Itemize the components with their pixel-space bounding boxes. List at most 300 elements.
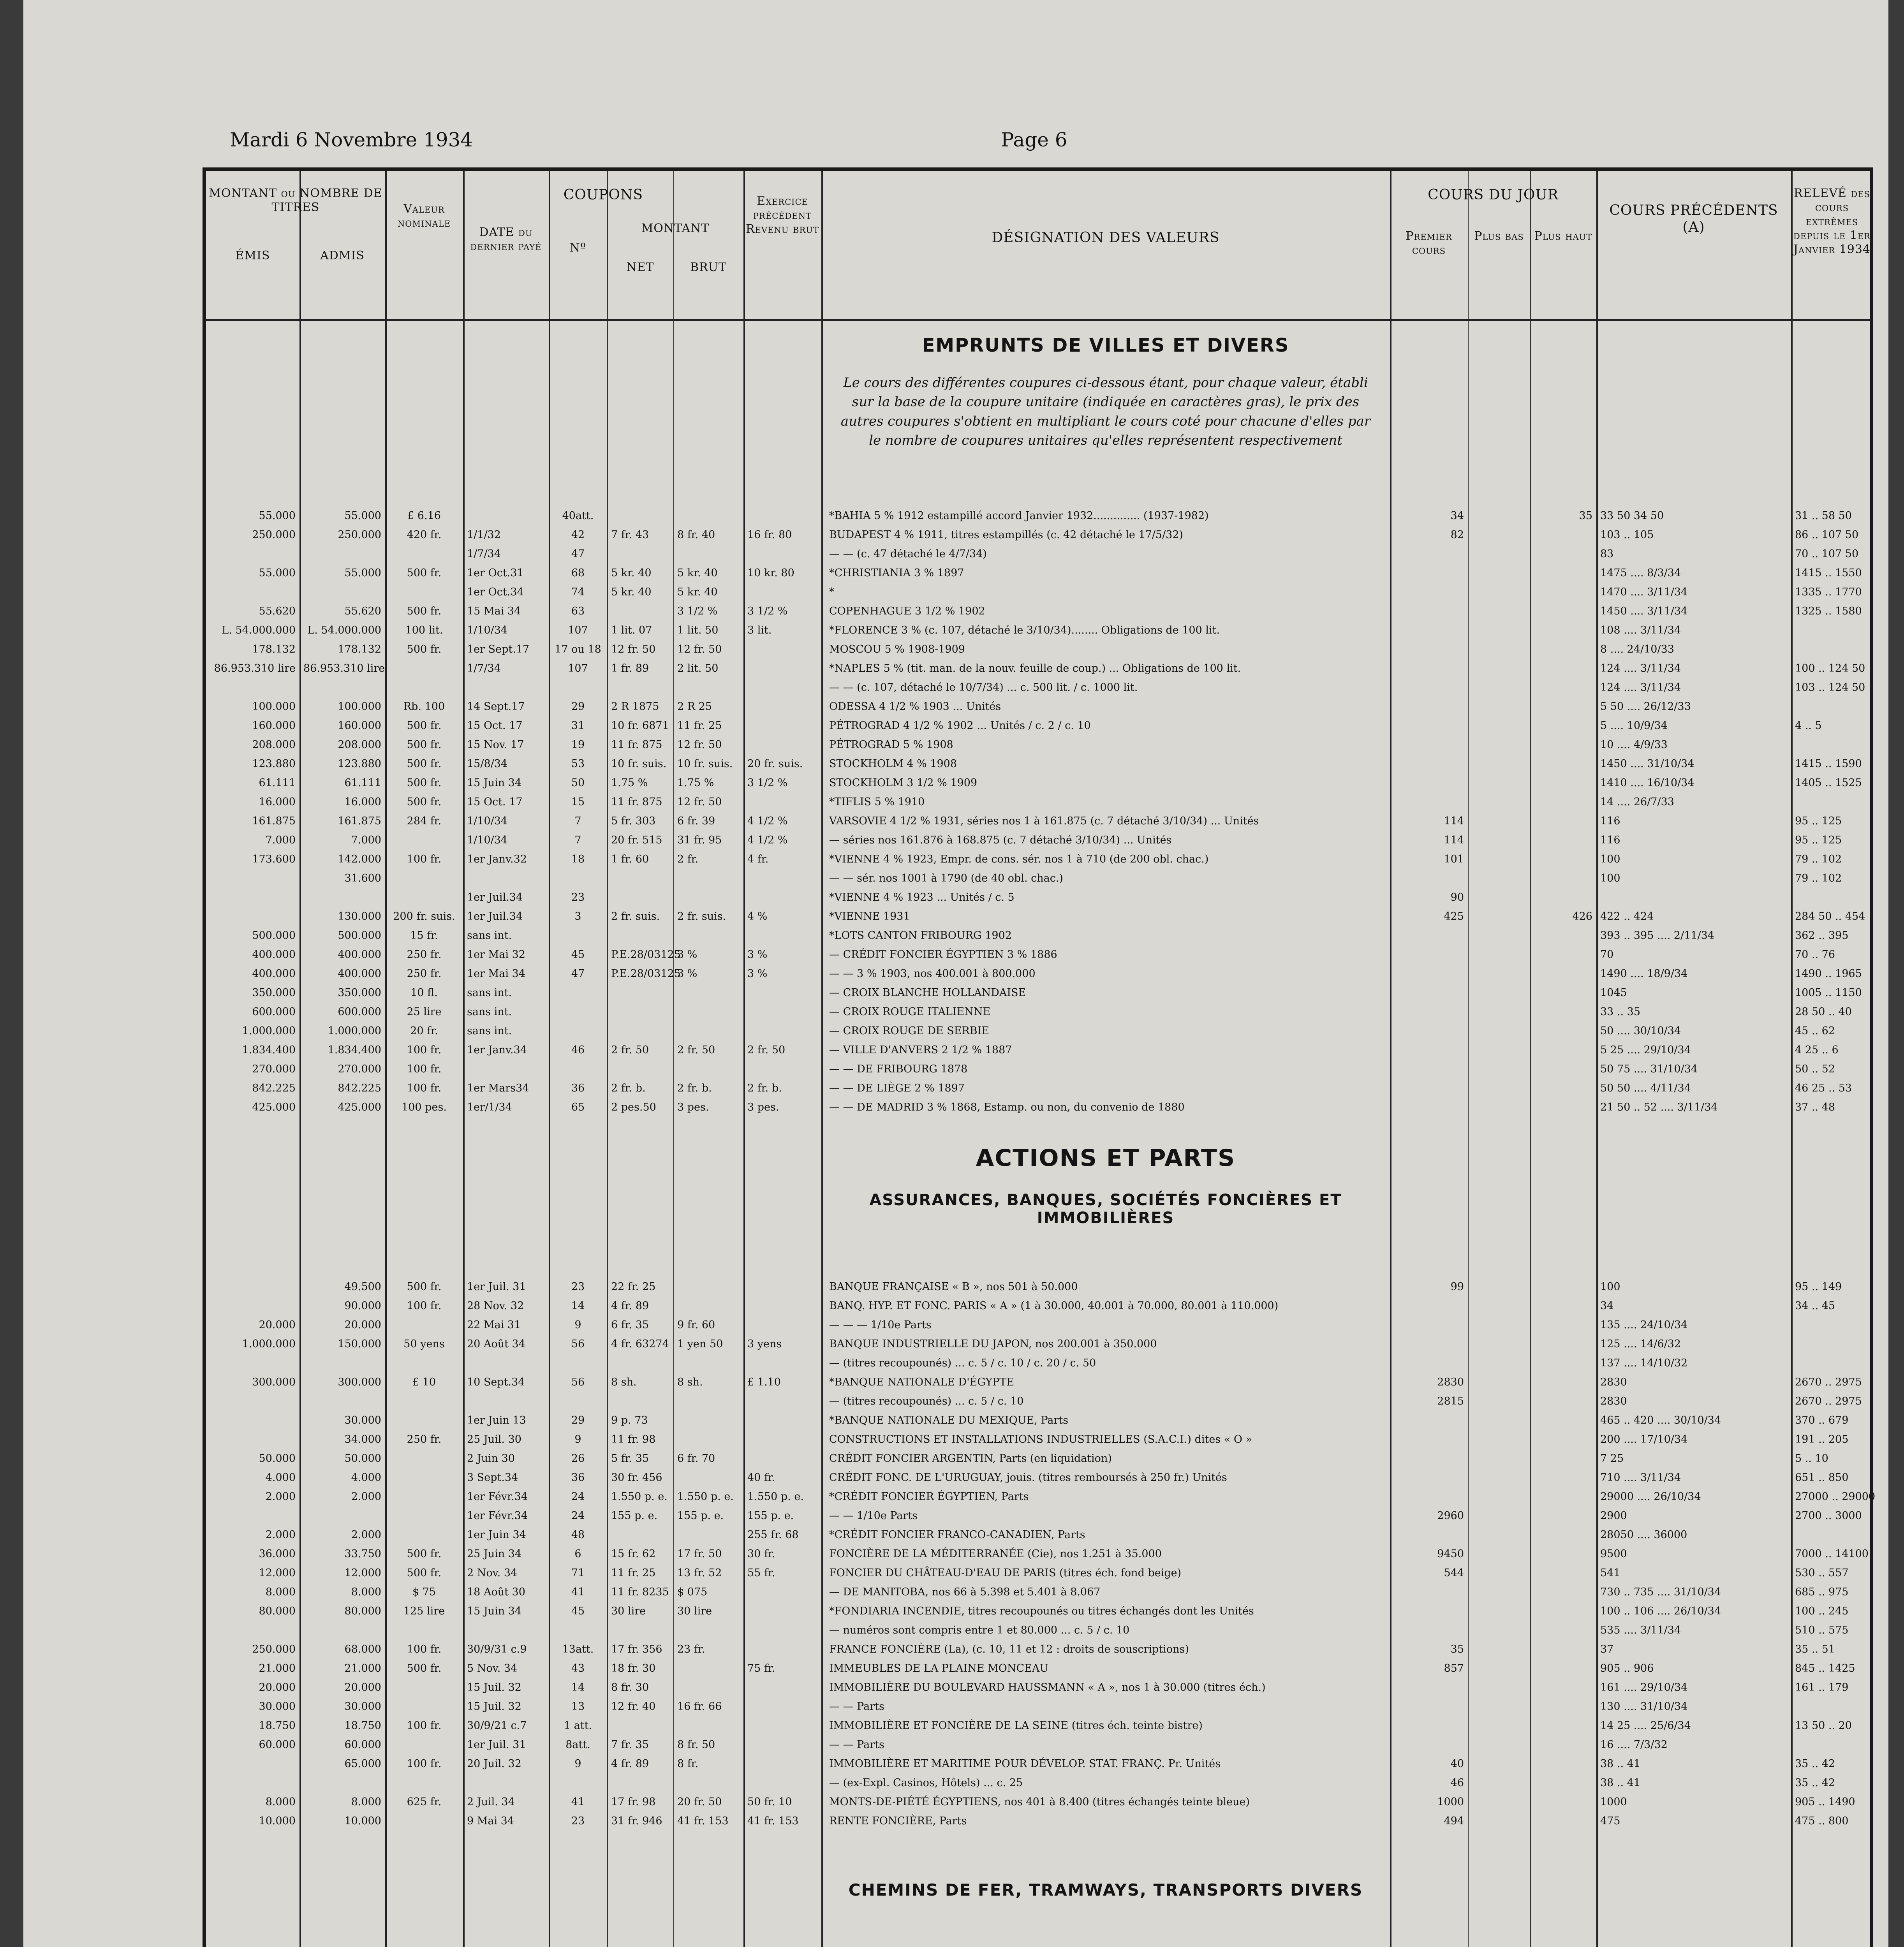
cell-date: 18 Août 30 bbox=[467, 1586, 525, 1598]
cell-des: MOSCOU 5 % 1908-1909 bbox=[829, 643, 965, 655]
cell-c1: 2960 bbox=[1437, 1510, 1464, 1522]
cell-no: 45 bbox=[571, 949, 585, 961]
table-row bbox=[206, 662, 1869, 675]
table-row bbox=[206, 1357, 1869, 1370]
table-row bbox=[206, 1006, 1869, 1018]
table-row bbox=[206, 1739, 1869, 1751]
cell-prec: 29000 .... 26/10/34 bbox=[1600, 1491, 1701, 1503]
cell-prec: 1450 .... 3/11/34 bbox=[1600, 605, 1688, 617]
cell-des: — CROIX ROUGE DE SERBIE bbox=[829, 1025, 989, 1037]
section-title-chemins: CHEMINS DE FER, TRAMWAYS, TRANSPORTS DIVERS bbox=[848, 1880, 1363, 1899]
cell-rel: 50 .. 52 bbox=[1795, 1063, 1835, 1075]
cell-prec: 21 50 .. 52 .... 3/11/34 bbox=[1600, 1101, 1718, 1113]
table-row bbox=[206, 1338, 1869, 1350]
table-row bbox=[206, 1605, 1869, 1618]
table-row bbox=[206, 949, 1869, 961]
table-row bbox=[206, 1472, 1869, 1484]
cell-c1: 857 bbox=[1444, 1662, 1464, 1674]
cell-emis: 21.000 bbox=[259, 1662, 296, 1674]
table-row bbox=[206, 1101, 1869, 1114]
cell-nom: 100 fr. bbox=[407, 1082, 442, 1094]
cell-des: CONSTRUCTIONS ET INSTALLATIONS INDUSTRIELLES (S.A.C.I.) dites « O » bbox=[829, 1433, 1252, 1445]
cell-prec: 50 75 .... 31/10/34 bbox=[1600, 1063, 1698, 1075]
cell-admis: 1.000.000 bbox=[328, 1025, 381, 1037]
cell-rel: 1005 .. 1150 bbox=[1795, 987, 1862, 999]
cell-des: — (titres recoupounés) ... c. 5 / c. 10 / c. 20 / c. 50 bbox=[829, 1357, 1096, 1369]
cell-nom: 250 fr. bbox=[407, 949, 442, 961]
cell-no: 53 bbox=[571, 758, 585, 770]
cell-rel: 1415 .. 1550 bbox=[1795, 567, 1862, 579]
cell-des: — numéros sont compris entre 1 et 80.000 ... c. 5 / c. 10 bbox=[829, 1624, 1130, 1636]
cell-rel: 651 .. 850 bbox=[1795, 1472, 1849, 1484]
cell-des: ODESSA 4 1/2 % 1903 ... Unités bbox=[829, 701, 1001, 713]
cell-admis: L. 54.000.000 bbox=[307, 624, 381, 636]
cell-admis: 250.000 bbox=[338, 529, 381, 541]
cell-admis: 2.000 bbox=[351, 1491, 381, 1503]
cell-date: 1er Févr.34 bbox=[467, 1491, 528, 1503]
cell-emis: 8.000 bbox=[265, 1796, 296, 1808]
cell-prec: 1475 .... 8/3/34 bbox=[1600, 567, 1681, 579]
cell-brut: 8 sh. bbox=[677, 1376, 703, 1388]
section-title-emprunts: EMPRUNTS DE VILLES ET DIVERS bbox=[922, 334, 1289, 356]
header-plus-haut: Plus haut bbox=[1534, 229, 1592, 243]
cell-admis: 142.000 bbox=[338, 853, 381, 865]
cell-rel: 5 .. 10 bbox=[1795, 1452, 1828, 1465]
cell-nom: 100 fr. bbox=[407, 1063, 442, 1075]
cell-prec: 161 .... 29/10/34 bbox=[1600, 1681, 1688, 1694]
cell-emis: 1.834.400 bbox=[242, 1044, 296, 1056]
table-row bbox=[206, 548, 1869, 560]
cell-no: 48 bbox=[571, 1529, 585, 1541]
cell-admis: 150.000 bbox=[338, 1338, 381, 1350]
cell-net: 9 p. 73 bbox=[611, 1414, 648, 1426]
cell-net: 2 fr. suis. bbox=[611, 910, 660, 922]
cell-des: — — (c. 47 détaché le 4/7/34) bbox=[829, 548, 987, 560]
cell-prec: 100 bbox=[1600, 872, 1620, 884]
cell-des: — CROIX ROUGE ITALIENNE bbox=[829, 1006, 991, 1018]
cell-prec: 8 .... 24/10/33 bbox=[1600, 643, 1674, 655]
cell-prec: 50 50 .... 4/11/34 bbox=[1600, 1082, 1691, 1094]
cell-brut: 13 fr. 52 bbox=[677, 1567, 722, 1579]
cell-des: IMMOBILIÈRE DU BOULEVARD HAUSSMANN « A », nos 1 à 30.000 (titres éch.) bbox=[829, 1681, 1266, 1694]
cell-emis: 2.000 bbox=[265, 1491, 296, 1503]
cell-rel: 362 .. 395 bbox=[1795, 929, 1849, 942]
cell-prec: 465 .. 420 .... 30/10/34 bbox=[1600, 1414, 1721, 1426]
table-row bbox=[206, 643, 1869, 656]
cell-no: 31 bbox=[571, 720, 585, 732]
table-row bbox=[206, 1815, 1869, 1827]
header-cours-du-jour: COURS DU JOUR bbox=[1428, 187, 1559, 203]
cell-rel: 79 .. 102 bbox=[1795, 853, 1842, 865]
cell-prec: 135 .... 24/10/34 bbox=[1600, 1319, 1688, 1331]
cell-c1: 425 bbox=[1444, 910, 1464, 922]
cell-nom: 500 fr. bbox=[407, 567, 442, 579]
table-row bbox=[206, 987, 1869, 999]
cell-no: 23 bbox=[571, 1281, 585, 1293]
cell-date: 25 Juil. 30 bbox=[467, 1433, 521, 1445]
cell-des: — — sér. nos 1001 à 1790 (de 40 obl. chac.) bbox=[829, 872, 1063, 884]
cell-no: 63 bbox=[571, 605, 585, 617]
cell-des: — séries nos 161.876 à 168.875 (c. 7 détaché 3/10/34) ... Unités bbox=[829, 834, 1172, 846]
cell-c1: 2830 bbox=[1437, 1376, 1464, 1388]
cell-rel: 27000 .. 29000 bbox=[1795, 1491, 1876, 1503]
cell-nom: 15 fr. bbox=[410, 929, 438, 942]
cell-rel: 2670 .. 2975 bbox=[1795, 1395, 1862, 1407]
cell-date: 30/9/21 c.7 bbox=[467, 1720, 527, 1732]
cell-date: 2 Juin 30 bbox=[467, 1452, 515, 1465]
cell-admis: 33.750 bbox=[344, 1548, 381, 1560]
cell-rel: 1325 .. 1580 bbox=[1795, 605, 1862, 617]
cell-brut: 8 fr. 40 bbox=[677, 529, 715, 541]
cell-net: 4 fr. 89 bbox=[611, 1758, 649, 1770]
cell-prec: 1045 bbox=[1600, 987, 1627, 999]
cell-date: 15 Juil. 32 bbox=[467, 1701, 521, 1713]
cell-des: BANQ. HYP. ET FONC. PARIS « A » (1 à 30.000, 40.001 à 70.000, 80.001 à 110.000) bbox=[829, 1300, 1279, 1312]
table-row bbox=[206, 929, 1869, 942]
cell-rel: 37 .. 48 bbox=[1795, 1101, 1835, 1113]
cell-date: 5 Nov. 34 bbox=[467, 1662, 518, 1674]
cell-prec: 116 bbox=[1600, 834, 1620, 846]
table-row bbox=[206, 739, 1869, 751]
cell-no: 13 bbox=[571, 1701, 585, 1713]
cell-nom: 100 pes. bbox=[402, 1101, 447, 1113]
cell-brut: 3 1/2 % bbox=[677, 605, 718, 617]
table-row bbox=[206, 1082, 1869, 1095]
cell-net: 7 fr. 43 bbox=[611, 529, 649, 541]
cell-no: 107 bbox=[568, 662, 588, 674]
cell-rel: 370 .. 679 bbox=[1795, 1414, 1849, 1426]
table-row bbox=[206, 1300, 1869, 1312]
cell-no: 43 bbox=[571, 1662, 585, 1674]
cell-no: 36 bbox=[571, 1472, 585, 1484]
cell-admis: 270.000 bbox=[338, 1063, 381, 1075]
cell-date: 15 Juin 34 bbox=[467, 777, 522, 789]
cell-prec: 730 .. 735 .... 31/10/34 bbox=[1600, 1586, 1721, 1598]
table-row bbox=[206, 815, 1869, 827]
cell-brut: 17 fr. 50 bbox=[677, 1548, 722, 1560]
cell-prec: 125 .... 14/6/32 bbox=[1600, 1338, 1681, 1350]
cell-emis: 55.000 bbox=[259, 567, 296, 579]
cell-rel: 103 .. 124 50 bbox=[1795, 681, 1865, 694]
cell-net: 10 fr. 6871 bbox=[611, 720, 669, 732]
cell-date: 1/7/34 bbox=[467, 548, 501, 560]
cell-date: 1er Sept.17 bbox=[467, 643, 530, 655]
cell-brut: 12 fr. 50 bbox=[677, 796, 722, 808]
cell-emis: 60.000 bbox=[259, 1739, 296, 1751]
cell-brut: 2 fr. suis. bbox=[677, 910, 726, 922]
cell-emis: 425.000 bbox=[252, 1101, 296, 1113]
header-brut: BRUT bbox=[690, 261, 727, 274]
cell-des: — — Parts bbox=[829, 1739, 884, 1751]
cell-des: — — 1/10e Parts bbox=[829, 1510, 918, 1522]
cell-rel: 28 50 .. 40 bbox=[1795, 1006, 1852, 1018]
cell-admis: 31.600 bbox=[344, 872, 381, 884]
cell-rev: 4 % bbox=[747, 910, 768, 922]
cell-admis: 842.225 bbox=[338, 1082, 381, 1094]
cell-rev: 255 fr. 68 bbox=[747, 1529, 799, 1541]
cell-des: CRÉDIT FONC. DE L'URUGUAY, jouis. (titres remboursés à 250 fr.) Unités bbox=[829, 1472, 1227, 1484]
cell-rel: 685 .. 975 bbox=[1795, 1586, 1849, 1598]
quotation-table bbox=[203, 167, 1876, 1947]
cell-des: *VIENNE 4 % 1923, Empr. de cons. sér. nos 1 à 710 (de 200 obl. chac.) bbox=[829, 853, 1209, 865]
header-date-dernier-paye: DATE du dernier payé bbox=[470, 225, 542, 253]
cell-rev: 50 fr. 10 bbox=[747, 1796, 792, 1808]
cell-date: 30/9/31 c.9 bbox=[467, 1643, 527, 1655]
cell-admis: 600.000 bbox=[338, 1006, 381, 1018]
cell-brut: 20 fr. 50 bbox=[677, 1796, 722, 1808]
cell-nom: 100 fr. bbox=[407, 1758, 442, 1770]
cell-nom: 100 fr. bbox=[407, 1300, 442, 1312]
cell-prec: 137 .... 14/10/32 bbox=[1600, 1357, 1688, 1369]
cell-c1: 114 bbox=[1444, 834, 1464, 846]
cell-rel: 86 .. 107 50 bbox=[1795, 529, 1859, 541]
cell-net: 15 fr. 62 bbox=[611, 1548, 656, 1560]
cell-admis: 68.000 bbox=[344, 1643, 381, 1655]
cell-net: 4 fr. 89 bbox=[611, 1300, 649, 1312]
cell-rev: 2 fr. 50 bbox=[747, 1044, 786, 1056]
cell-des: *CRÉDIT FONCIER FRANCO-CANADIEN, Parts bbox=[829, 1529, 1085, 1541]
section-title-actions: ACTIONS ET PARTS bbox=[976, 1144, 1236, 1172]
cell-date: sans int. bbox=[467, 1025, 512, 1037]
cell-net: 8 fr. 30 bbox=[611, 1681, 649, 1694]
cell-prec: 83 bbox=[1600, 548, 1614, 560]
cell-brut: 1.75 % bbox=[677, 777, 714, 789]
cell-net: 17 fr. 98 bbox=[611, 1796, 656, 1808]
cell-c1: 1000 bbox=[1437, 1796, 1464, 1808]
cell-des: — CRÉDIT FONCIER ÉGYPTIEN 3 % 1886 bbox=[829, 949, 1057, 961]
cell-admis: 130.000 bbox=[338, 910, 381, 922]
cell-net: 5 fr. 35 bbox=[611, 1452, 649, 1465]
cell-des: FRANCE FONCIÈRE (La), (c. 10, 11 et 12 : droits de souscriptions) bbox=[829, 1643, 1189, 1655]
cell-admis: 90.000 bbox=[344, 1300, 381, 1312]
cell-no: 7 bbox=[574, 834, 581, 846]
cell-admis: 21.000 bbox=[344, 1662, 381, 1674]
cell-prec: 34 bbox=[1600, 1300, 1614, 1312]
cell-prec: 1490 .... 18/9/34 bbox=[1600, 968, 1688, 980]
cell-des: — (titres recoupounés) ... c. 5 / c. 10 bbox=[829, 1395, 1024, 1407]
cell-des: *BAHIA 5 % 1912 estampillé accord Janvier 1932.............. (1937-1982) bbox=[829, 510, 1209, 522]
cell-nom: 250 fr. bbox=[407, 1433, 442, 1445]
cell-rel: 1335 .. 1770 bbox=[1795, 586, 1862, 598]
cell-date: sans int. bbox=[467, 1006, 512, 1018]
cell-rel: 475 .. 800 bbox=[1795, 1815, 1849, 1827]
cell-c1: 35 bbox=[1450, 1643, 1464, 1655]
cell-brut: 2 fr. bbox=[677, 853, 699, 865]
cell-brut: 12 fr. 50 bbox=[677, 643, 722, 655]
cell-no: 65 bbox=[571, 1101, 585, 1113]
cell-emis: 55.000 bbox=[259, 510, 296, 522]
table-row bbox=[206, 834, 1869, 847]
cell-net: 1.550 p. e. bbox=[611, 1491, 668, 1503]
cell-nom: 10 fl. bbox=[410, 987, 438, 999]
header-numero: Nº bbox=[569, 241, 587, 255]
cell-no: 56 bbox=[571, 1338, 585, 1350]
cell-admis: 20.000 bbox=[344, 1681, 381, 1694]
cell-emis: 300.000 bbox=[252, 1376, 296, 1388]
cell-rel: 100 .. 245 bbox=[1795, 1605, 1849, 1617]
cell-prec: 5 25 .... 29/10/34 bbox=[1600, 1044, 1691, 1056]
cell-des: *VIENNE 4 % 1923 ... Unités / c. 5 bbox=[829, 891, 1015, 903]
table-row bbox=[206, 1796, 1869, 1808]
cell-des: *BANQUE NATIONALE DU MEXIQUE, Parts bbox=[829, 1414, 1069, 1426]
table-row bbox=[206, 1701, 1869, 1713]
cell-prec: 14 25 .... 25/6/34 bbox=[1600, 1720, 1691, 1732]
table-row bbox=[206, 510, 1869, 522]
cell-emis: 12.000 bbox=[259, 1567, 296, 1579]
cell-no: 41 bbox=[571, 1586, 585, 1598]
cell-date: 15/8/34 bbox=[467, 758, 508, 770]
cell-brut: 9 fr. 60 bbox=[677, 1319, 715, 1331]
cell-admis: 400.000 bbox=[338, 968, 381, 980]
cell-admis: 50.000 bbox=[344, 1452, 381, 1465]
cell-no: 24 bbox=[571, 1491, 585, 1503]
header-emis: ÉMIS bbox=[235, 249, 270, 262]
cell-des: *FONDIARIA INCENDIE, titres recoupounés ou titres échangés dont les Unités bbox=[829, 1605, 1254, 1617]
cell-des: STOCKHOLM 4 % 1908 bbox=[829, 758, 957, 770]
cell-prec: 1450 .... 31/10/34 bbox=[1600, 758, 1694, 770]
cell-net: 2 fr. b. bbox=[611, 1082, 646, 1094]
cell-date: 15 Mai 34 bbox=[467, 605, 521, 617]
cell-rel: 530 .. 557 bbox=[1795, 1567, 1849, 1579]
cell-admis: 30.000 bbox=[344, 1414, 381, 1426]
cell-des: *TIFLIS 5 % 1910 bbox=[829, 796, 925, 808]
cell-no: 41 bbox=[571, 1796, 585, 1808]
cell-nom: 500 fr. bbox=[407, 1548, 442, 1560]
cell-nom: 20 fr. bbox=[410, 1025, 438, 1037]
cell-nom: 100 fr. bbox=[407, 1643, 442, 1655]
cell-net: 155 p. e. bbox=[611, 1510, 658, 1522]
cell-admis: 12.000 bbox=[344, 1567, 381, 1579]
cell-admis: 18.750 bbox=[344, 1720, 381, 1732]
cell-prec: 535 .... 3/11/34 bbox=[1600, 1624, 1681, 1636]
cell-brut: 11 fr. 25 bbox=[677, 720, 722, 732]
cell-c1: 2815 bbox=[1437, 1395, 1464, 1407]
cell-brut: 2 R 25 bbox=[677, 701, 712, 713]
cell-emis: 4.000 bbox=[265, 1472, 296, 1484]
table-row bbox=[206, 624, 1869, 637]
cell-no: 68 bbox=[571, 567, 585, 579]
cell-date: 2 Juil. 34 bbox=[467, 1796, 515, 1808]
cell-date: 1/1/32 bbox=[467, 529, 501, 541]
cell-admis: 300.000 bbox=[338, 1376, 381, 1388]
cell-c1: 82 bbox=[1450, 529, 1464, 541]
table-row bbox=[206, 1548, 1869, 1560]
cell-des: *VIENNE 1931 bbox=[829, 910, 910, 922]
cell-date: sans int. bbox=[467, 929, 512, 942]
table-row bbox=[206, 758, 1869, 770]
cell-rel: 70 .. 76 bbox=[1795, 949, 1835, 961]
cell-emis: 18.750 bbox=[259, 1720, 296, 1732]
table-row bbox=[206, 1063, 1869, 1076]
cell-haut: 426 bbox=[1572, 910, 1592, 922]
table-row bbox=[206, 872, 1869, 885]
cell-net: 1 fr. 89 bbox=[611, 662, 649, 674]
cell-des: BUDAPEST 4 % 1911, titres estampillés (c. 42 détaché le 17/5/32) bbox=[829, 529, 1184, 541]
cell-des: — — DE LIÈGE 2 % 1897 bbox=[829, 1082, 965, 1094]
cell-date: 1er/1/34 bbox=[467, 1101, 512, 1113]
cell-des: CRÉDIT FONCIER ARGENTIN, Parts (en liquidation) bbox=[829, 1452, 1112, 1465]
cell-c1: 99 bbox=[1450, 1281, 1464, 1293]
table-row bbox=[206, 1681, 1869, 1694]
cell-emis: 2.000 bbox=[265, 1529, 296, 1541]
cell-prec: 1470 .... 3/11/34 bbox=[1600, 586, 1688, 598]
cell-net: 2 pes.50 bbox=[611, 1101, 656, 1113]
cell-des: IMMOBILIÈRE ET FONCIÈRE DE LA SEINE (titres éch. teinte bistre) bbox=[829, 1720, 1203, 1732]
cell-des: PÉTROGRAD 4 1/2 % 1902 ... Unités / c. 2 / c. 10 bbox=[829, 720, 1091, 732]
cell-brut: $ 075 bbox=[677, 1586, 708, 1598]
cell-des: IMMOBILIÈRE ET MARITIME POUR DÉVELOP. STAT. FRANÇ. Pr. Unités bbox=[829, 1758, 1221, 1770]
cell-admis: 100.000 bbox=[338, 701, 381, 713]
cell-admis: 400.000 bbox=[338, 949, 381, 961]
cell-rel: 905 .. 1490 bbox=[1795, 1796, 1855, 1808]
header-valeur-nominale: Valeur nominale bbox=[397, 202, 451, 230]
table-row bbox=[206, 1395, 1869, 1408]
cell-des: — — DE FRIBOURG 1878 bbox=[829, 1063, 968, 1075]
cell-no: 26 bbox=[571, 1452, 585, 1465]
cell-emis: 8.000 bbox=[265, 1586, 296, 1598]
section-title-assurances: ASSURANCES, BANQUES, SOCIÉTÉS FONCIÈRES ET IMMOBILIÈRES bbox=[869, 1191, 1342, 1227]
cell-nom: 500 fr. bbox=[407, 643, 442, 655]
cell-prec: 130 .... 31/10/34 bbox=[1600, 1701, 1688, 1713]
cell-date: 1er Janv.32 bbox=[467, 853, 527, 865]
cell-emis: 61.111 bbox=[259, 777, 296, 789]
cell-rel: 4 25 .. 6 bbox=[1795, 1044, 1839, 1056]
cell-no: 29 bbox=[571, 701, 585, 713]
cell-prec: 103 .. 105 bbox=[1600, 529, 1654, 541]
cell-rev: 75 fr. bbox=[747, 1662, 775, 1674]
cell-rev: 2 fr. b. bbox=[747, 1082, 782, 1094]
cell-emis: 55.620 bbox=[259, 605, 296, 617]
cell-rev: 16 fr. 80 bbox=[747, 529, 792, 541]
cell-no: 71 bbox=[571, 1567, 585, 1579]
cell-prec: 200 .... 17/10/34 bbox=[1600, 1433, 1688, 1445]
cell-prec: 116 bbox=[1600, 815, 1620, 827]
cell-rel: 70 .. 107 50 bbox=[1795, 548, 1859, 560]
cell-prec: 710 .... 3/11/34 bbox=[1600, 1472, 1681, 1484]
cell-net: 11 fr. 98 bbox=[611, 1433, 656, 1445]
cell-emis: 250.000 bbox=[252, 529, 296, 541]
cell-net: 17 fr. 356 bbox=[611, 1643, 662, 1655]
cell-admis: 2.000 bbox=[351, 1529, 381, 1541]
cell-emis: 208.000 bbox=[252, 739, 296, 751]
cell-emis: 20.000 bbox=[259, 1319, 296, 1331]
cell-admis: 208.000 bbox=[338, 739, 381, 751]
cell-admis: 160.000 bbox=[338, 720, 381, 732]
table-row bbox=[206, 1662, 1869, 1675]
cell-rel: 1490 .. 1965 bbox=[1795, 968, 1862, 980]
cell-admis: 161.875 bbox=[338, 815, 381, 827]
cell-des: *BANQUE NATIONALE D'ÉGYPTE bbox=[829, 1376, 1015, 1388]
cell-rev: £ 1.10 bbox=[747, 1376, 781, 1388]
cell-nom: 200 fr. suis. bbox=[393, 910, 455, 922]
cell-emis: 80.000 bbox=[259, 1605, 296, 1617]
cell-net: 10 fr. suis. bbox=[611, 758, 667, 770]
cell-rel: 845 .. 1425 bbox=[1795, 1662, 1855, 1674]
cell-net: 20 fr. 515 bbox=[611, 834, 662, 846]
header-montant: MONTANT bbox=[641, 222, 710, 235]
cell-emis: 400.000 bbox=[252, 949, 296, 961]
cell-no: 42 bbox=[571, 529, 585, 541]
cell-rev: 3 % bbox=[747, 968, 768, 980]
cell-des: BANQUE INDUSTRIELLE DU JAPON, nos 200.001 à 350.000 bbox=[829, 1338, 1157, 1350]
cell-nom: 100 fr. bbox=[407, 1044, 442, 1056]
cell-admis: 8.000 bbox=[351, 1586, 381, 1598]
cell-des: * bbox=[829, 586, 835, 598]
cell-admis: 16.000 bbox=[344, 796, 381, 808]
cell-admis: 4.000 bbox=[351, 1472, 381, 1484]
cell-brut: 10 fr. suis. bbox=[677, 758, 733, 770]
cell-des: *FLORENCE 3 % (c. 107, détaché le 3/10/34)........ Obligations de 100 lit. bbox=[829, 624, 1220, 636]
